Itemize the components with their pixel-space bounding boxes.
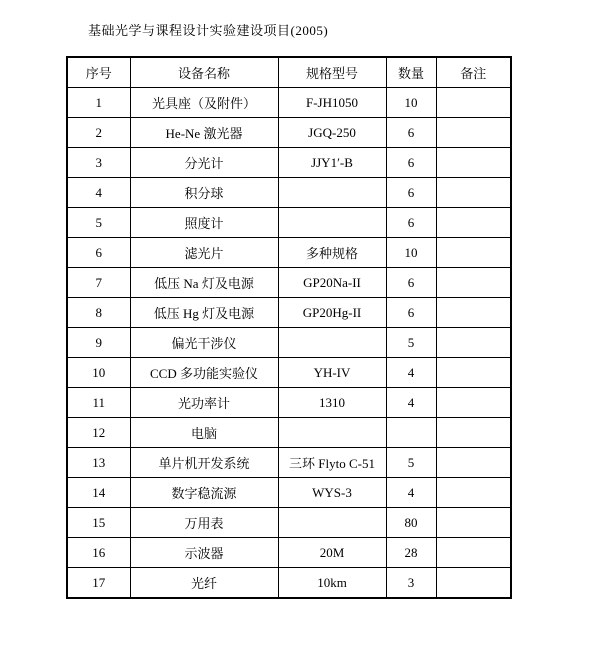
cell-name: 电脑 xyxy=(130,418,278,448)
cell-note xyxy=(436,508,511,538)
cell-qty: 6 xyxy=(386,208,436,238)
table-row xyxy=(67,418,511,448)
cell-spec: 三环 Flyto C-51 xyxy=(278,448,386,478)
cell-name: 偏光干涉仪 xyxy=(130,328,278,358)
cell-name: 示波器 xyxy=(130,538,278,568)
cell-no: 5 xyxy=(67,208,130,238)
cell-note xyxy=(436,388,511,418)
cell-no: 17 xyxy=(67,568,130,599)
table-row xyxy=(67,448,511,478)
cell-qty xyxy=(386,418,436,448)
cell-qty: 6 xyxy=(386,118,436,148)
cell-spec: 10km xyxy=(278,568,386,599)
table-row xyxy=(67,358,511,388)
table-row xyxy=(67,238,511,268)
column-header-spec: 规格型号 xyxy=(278,57,386,88)
table-row xyxy=(67,478,511,508)
cell-note xyxy=(436,478,511,508)
cell-note xyxy=(436,418,511,448)
table-row xyxy=(67,178,511,208)
column-header-name: 设备名称 xyxy=(130,57,278,88)
cell-spec: 20M xyxy=(278,538,386,568)
cell-no: 8 xyxy=(67,298,130,328)
table-row xyxy=(67,118,511,148)
cell-spec: WYS-3 xyxy=(278,478,386,508)
cell-name: 低压 Na 灯及电源 xyxy=(130,268,278,298)
cell-spec: GP20Na-II xyxy=(278,268,386,298)
cell-qty: 3 xyxy=(386,568,436,599)
cell-note xyxy=(436,178,511,208)
table-row xyxy=(67,568,511,599)
cell-note xyxy=(436,538,511,568)
cell-note xyxy=(436,238,511,268)
column-header-no: 序号 xyxy=(67,57,130,88)
cell-note xyxy=(436,208,511,238)
cell-qty: 28 xyxy=(386,538,436,568)
table-row xyxy=(67,328,511,358)
table-row xyxy=(67,148,511,178)
table-header xyxy=(67,57,511,88)
cell-qty: 6 xyxy=(386,298,436,328)
cell-note xyxy=(436,298,511,328)
cell-name: He-Ne 激光器 xyxy=(130,118,278,148)
cell-spec: YH-IV xyxy=(278,358,386,388)
cell-spec: 1310 xyxy=(278,388,386,418)
cell-no: 4 xyxy=(67,178,130,208)
column-header-qty: 数量 xyxy=(386,57,436,88)
cell-name: 低压 Hg 灯及电源 xyxy=(130,298,278,328)
cell-name: 滤光片 xyxy=(130,238,278,268)
cell-no: 3 xyxy=(67,148,130,178)
cell-note xyxy=(436,148,511,178)
cell-note xyxy=(436,358,511,388)
cell-no: 10 xyxy=(67,358,130,388)
table-row xyxy=(67,388,511,418)
cell-name: 积分球 xyxy=(130,178,278,208)
table-row xyxy=(67,508,511,538)
cell-name: 数字稳流源 xyxy=(130,478,278,508)
cell-spec xyxy=(278,178,386,208)
cell-no: 1 xyxy=(67,88,130,118)
cell-name: 分光计 xyxy=(130,148,278,178)
equipment-table xyxy=(66,56,512,599)
cell-spec xyxy=(278,418,386,448)
cell-no: 13 xyxy=(67,448,130,478)
cell-qty: 80 xyxy=(386,508,436,538)
cell-note xyxy=(436,448,511,478)
cell-spec: JJY1′-B xyxy=(278,148,386,178)
cell-qty: 10 xyxy=(386,238,436,268)
column-header-note: 备注 xyxy=(436,57,511,88)
cell-no: 15 xyxy=(67,508,130,538)
cell-name: 光具座（及附件） xyxy=(130,88,278,118)
cell-qty: 4 xyxy=(386,478,436,508)
cell-no: 16 xyxy=(67,538,130,568)
cell-name: 照度计 xyxy=(130,208,278,238)
cell-name: 万用表 xyxy=(130,508,278,538)
cell-qty: 5 xyxy=(386,448,436,478)
cell-qty: 4 xyxy=(386,358,436,388)
cell-spec: F-JH1050 xyxy=(278,88,386,118)
cell-name: 光纤 xyxy=(130,568,278,599)
cell-qty: 6 xyxy=(386,148,436,178)
cell-spec: 多种规格 xyxy=(278,238,386,268)
cell-name: 单片机开发系统 xyxy=(130,448,278,478)
cell-qty: 6 xyxy=(386,178,436,208)
cell-note xyxy=(436,268,511,298)
cell-spec: JGQ-250 xyxy=(278,118,386,148)
cell-qty: 10 xyxy=(386,88,436,118)
cell-no: 7 xyxy=(67,268,130,298)
cell-name: CCD 多功能实验仪 xyxy=(130,358,278,388)
cell-spec xyxy=(278,328,386,358)
cell-qty: 6 xyxy=(386,268,436,298)
cell-name: 光功率计 xyxy=(130,388,278,418)
cell-qty: 4 xyxy=(386,388,436,418)
table-row xyxy=(67,88,511,118)
document-title: 基础光学与课程设计实验建设项目(2005) xyxy=(88,23,329,38)
cell-note xyxy=(436,118,511,148)
table-row xyxy=(67,268,511,298)
table-row xyxy=(67,298,511,328)
table-body xyxy=(67,88,511,599)
cell-no: 14 xyxy=(67,478,130,508)
cell-no: 2 xyxy=(67,118,130,148)
cell-note xyxy=(436,568,511,599)
cell-spec: GP20Hg-II xyxy=(278,298,386,328)
table-row xyxy=(67,538,511,568)
cell-qty: 5 xyxy=(386,328,436,358)
cell-no: 12 xyxy=(67,418,130,448)
cell-no: 6 xyxy=(67,238,130,268)
cell-no: 11 xyxy=(67,388,130,418)
cell-no: 9 xyxy=(67,328,130,358)
cell-note xyxy=(436,328,511,358)
table-header-row xyxy=(67,57,511,88)
cell-spec xyxy=(278,208,386,238)
table-row xyxy=(67,208,511,238)
cell-note xyxy=(436,88,511,118)
cell-spec xyxy=(278,508,386,538)
